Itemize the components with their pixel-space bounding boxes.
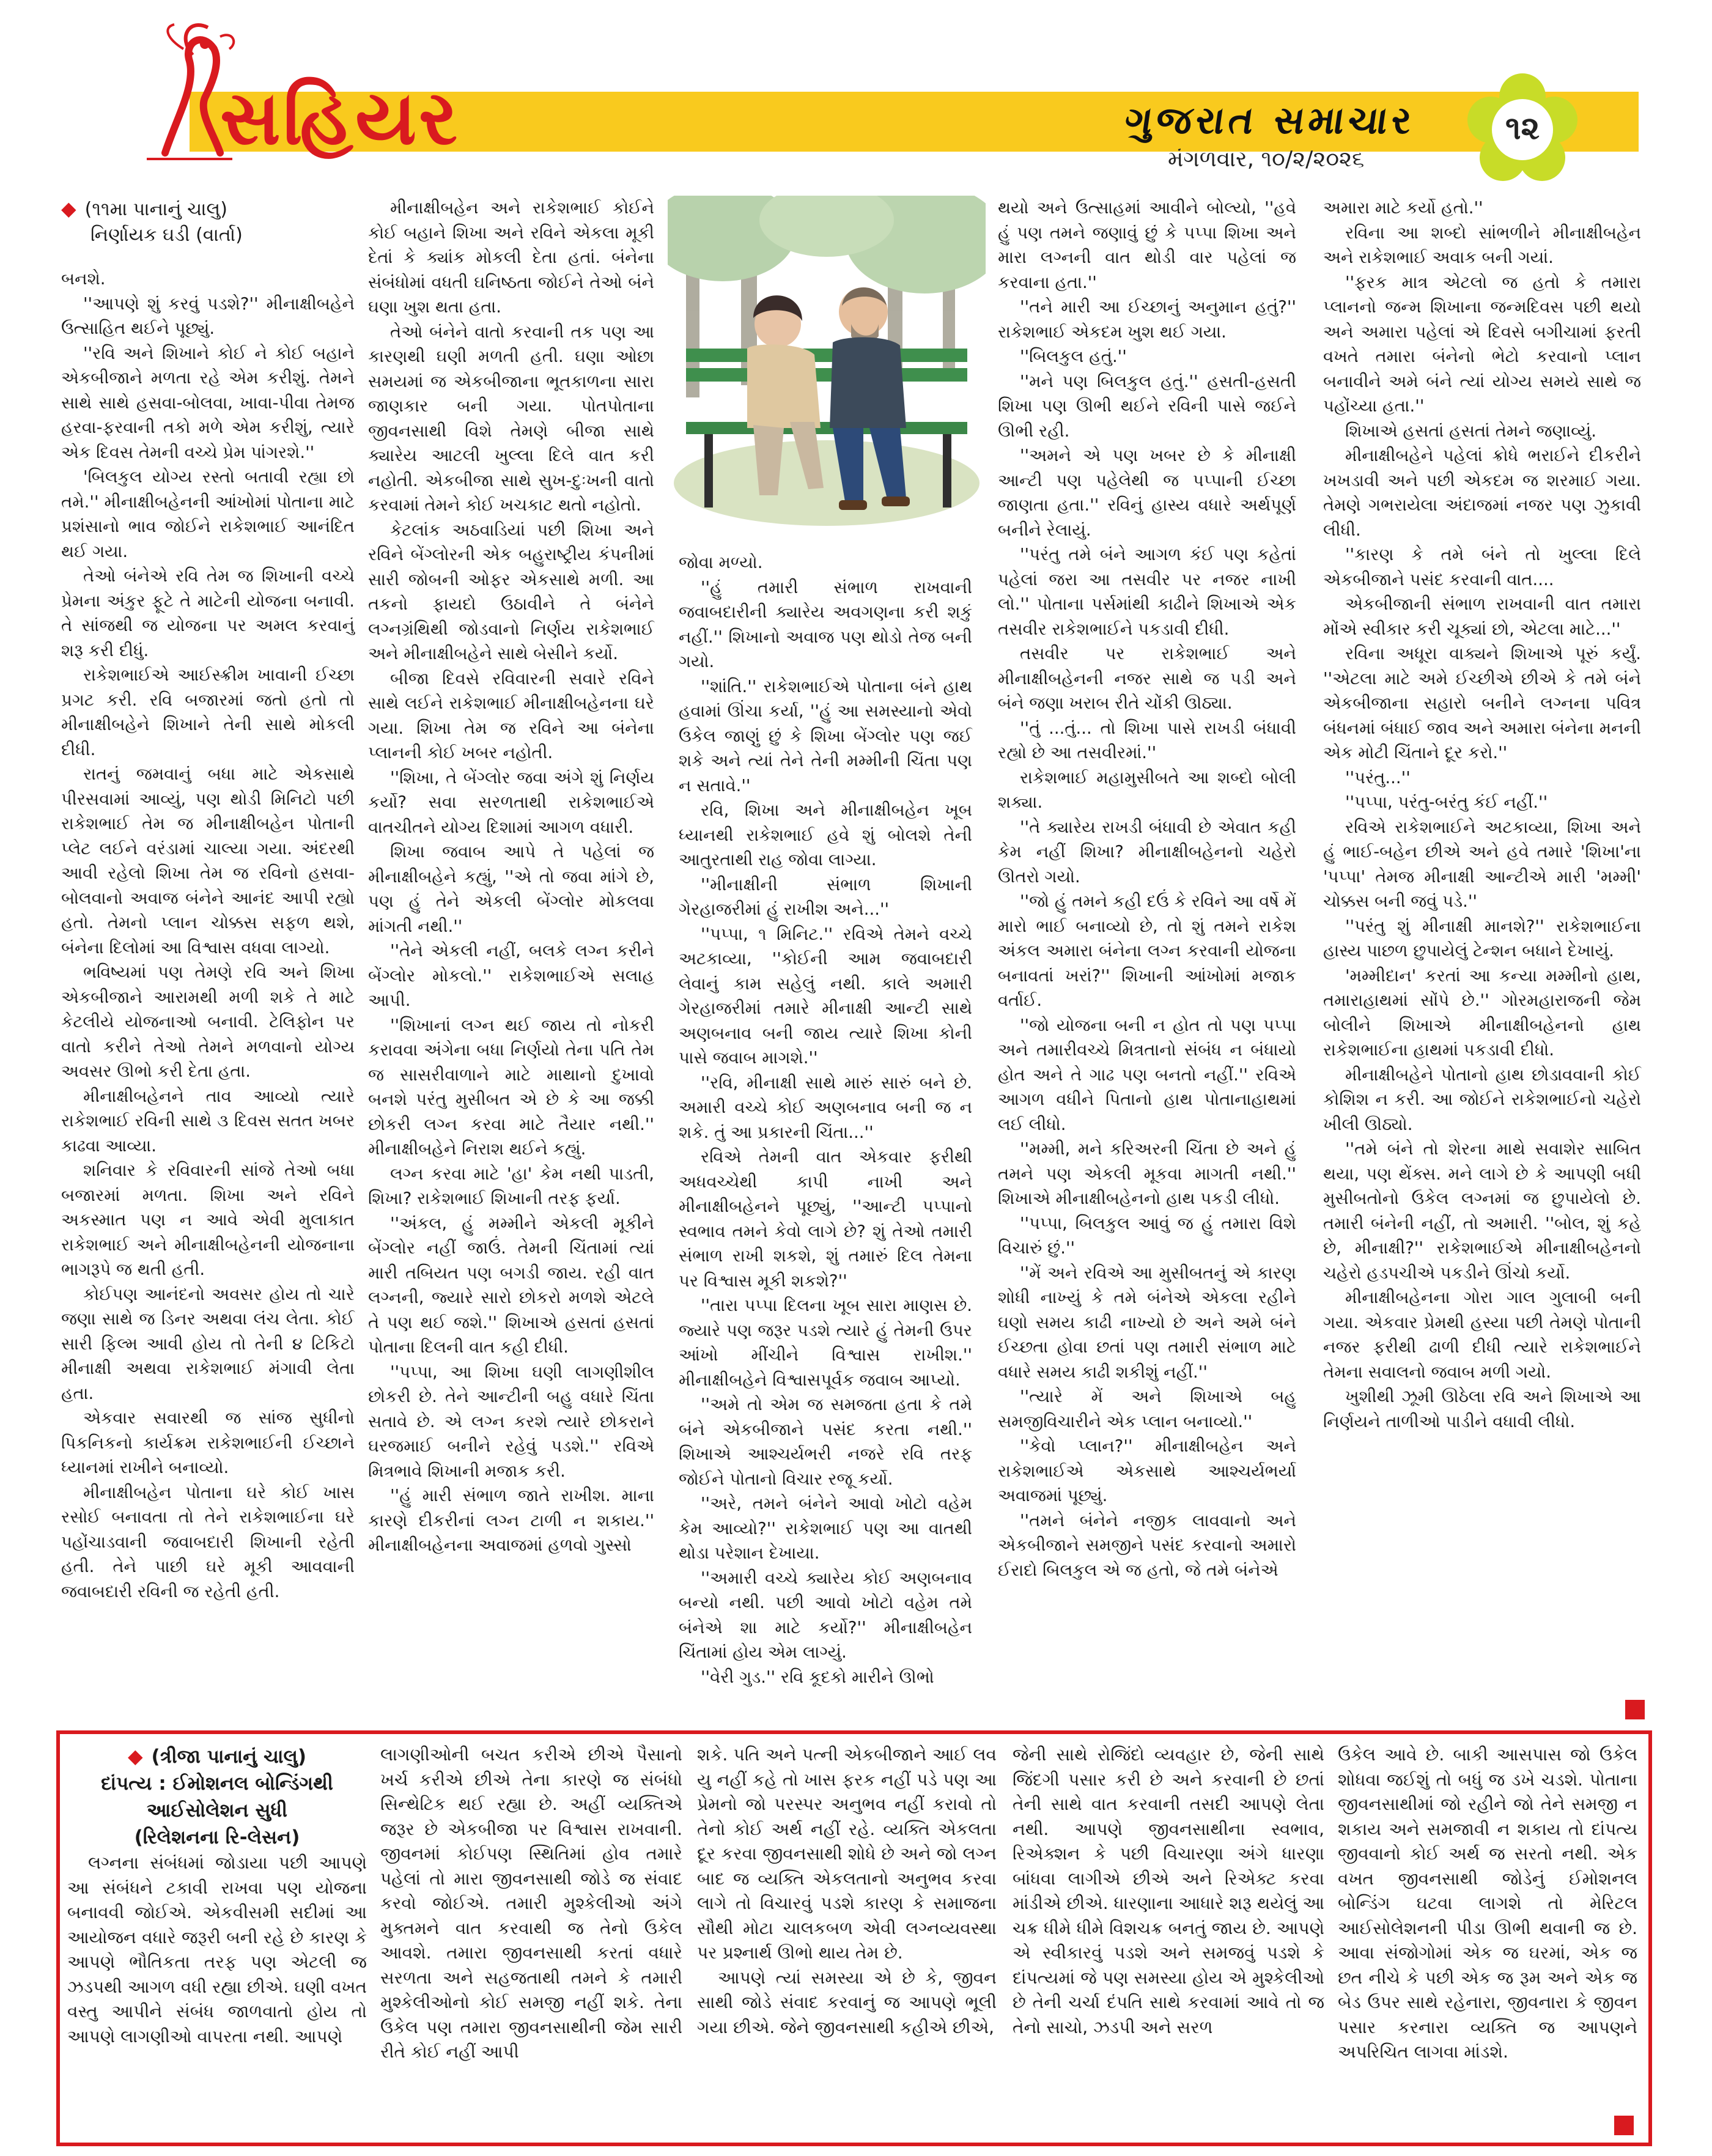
story-column-3 bbox=[679, 550, 972, 1689]
paragraph: ''રવિ અને શિખાને કોઈ ને કોઈ બહાને એકબીજાને મળતા રહે એમ કરીશું. તેમને સાથે સાથે હસવા-બોલવા, ખાવા-પીવા તેમજ હરવા-ફરવાની તકો મળે એમ કરીશું, ત્યારે એક દિવસ તેમની વચ્ચે પ્રેમ પાંગરશે.'' bbox=[61, 343, 355, 462]
box-column-5 bbox=[1338, 1743, 1637, 2065]
paragraph: મીનાક્ષીબહેને પોતાનો હાથ છોડાવવાની કોઈ કોશિશ ન કરી. આ જોઈને રાકેશભાઈનો ચહેરો ખીલી ઊઠ્યો. bbox=[1323, 1065, 1641, 1134]
paragraph: ''રવિ, મીનાક્ષી સાથે મારું સારું બને છે. અમારી વચ્ચે કોઈ અણબનાવ બની જ ન શકે. તું આ પ્રકારની ચિંતા...'' bbox=[679, 1072, 972, 1142]
paragraph: ''તેને એકલી નહીં, બલકે લગ્ન કરીને બેંગ્લોર મોકલો.'' રાકેશભાઈએ સલાહ આપી. bbox=[368, 941, 654, 1010]
paragraph: ''અરે, તમને બંનેને આવો ખોટો વહેમ કેમ આવ્યો?'' રાકેશભાઈ પણ આ વાતથી થોડા પરેશાન દેખાયા. bbox=[679, 1494, 972, 1563]
paragraph: તેઓ બંનેએ રવિ તેમ જ શિખાની વચ્ચે પ્રેમના અંકુર ફૂટે તે માટેની યોજના બનાવી. તે સાંજથી જ યોજના પર અમલ કરવાનું શરૂ કરી દીધું. bbox=[61, 566, 355, 660]
paragraph: ભવિષ્યમાં પણ તેમણે રવિ અને શિખા એકબીજાને આરામથી મળી શકે તે માટે કેટલીયે યોજનાઓ બનાવી. ટેલિફોન પર વાતો કરીને તેઓ તેમને મળવાનો યોગ્ય અવસર ઊભો કરી દેતા હતા. bbox=[61, 962, 355, 1081]
paragraph: ''અમને એ પણ ખબર છે કે મીનાક્ષી આન્ટી પણ પહેલેથી જ પપ્પાની ઈચ્છા જાણતા હતા.'' રવિનું હાસ્ય વધારે અર્થપૂર્ણ બનીને રેલાયું. bbox=[998, 446, 1296, 540]
story-column-5 bbox=[1323, 196, 1641, 1434]
paragraph: મીનાક્ષીબહેનને તાવ આવ્યો ત્યારે રાકેશભાઈ રવિની સાથે ૩ દિવસ સતત ખબર કાઢવા આવ્યા. bbox=[61, 1086, 355, 1156]
paragraph: શિખા જવાબ આપે તે પહેલાં જ મીનાક્ષીબહેને કહ્યું, ''એ તો જવા માંગે છે, પણ હું તેને એકલી બેંગ્લોર મોકલવા માંગતી નથી.'' bbox=[368, 842, 654, 936]
paragraph: ''ફરક માત્ર એટલો જ હતો કે તમારા પ્લાનનો જન્મ શિખાના જન્મદિવસ પછી થયો અને અમારા પહેલાં એ દિવસે બગીચામાં ફરતી વખતે તમારા બંનેનો ભેટો કરવાનો પ્લાન બનાવીને અમે બંને ત્યાં યોગ્ય સમયે સાથે જ પહોંચ્યા હતા.'' bbox=[1323, 272, 1641, 416]
paragraph: ''જો યોજના બની ન હોત તો પણ પપ્પા અને તમારીવચ્ચે મિત્રતાનો સંબંધ ન બંધાયો હોત અને તે ગાઢ પણ બનતો નહીં.'' રવિએ આગળ વધીને પિતાનો હાથ પોતાનાહાથમાં લઈ લીધો. bbox=[998, 1015, 1296, 1134]
diamond-bullet-icon: ◆ bbox=[127, 1744, 143, 1768]
paragraph: જેની સાથે રોજિંદો વ્યવહાર છે, જેની સાથે જિંદગી પસાર કરી છે અને કરવાની છે છતાં તેની સાથે વાત કરવાની તસદી આપણે લેતા નથી. આપણે જીવનસાથીના સ્વભાવ, રિએક્શન કે પછી વિચારણા અંગે ધારણા બાંધવા લાગીએ છીએ અને રિએક્ટ કરવા માંડીએ છીએ. ધારણાના આધારે શરૂ થયેલું આ ચક્ર ધીમે ધીમે વિશચક્ર બનતું જાય છે. આપણે એ સ્વીકારવું પડશે અને સમજવું પડશે કે દાંપત્યમાં જે પણ સમસ્યા હોય એ મુશ્કેલીઓ છે તેની ચર્ચા દંપતિ સાથે કરવામાં આવે તો જ તેનો સાચો, ઝડપી અને સરળ bbox=[1013, 1744, 1324, 2037]
page-number: ૧૨ bbox=[1505, 110, 1540, 147]
box-title-line-1: દાંપત્ય : ઈમોશનલ બોન્ડિંગથી bbox=[101, 1773, 333, 1795]
issue-date: મંગળવાર, ૧૦/૨/૨૦૨૬ bbox=[1168, 147, 1365, 172]
box-column-3 bbox=[697, 1743, 997, 2040]
paragraph: અમારા માટે કર્યો હતો.'' bbox=[1323, 198, 1483, 218]
newspaper-masthead: ગુજરાત સમાચાર bbox=[1121, 98, 1419, 142]
paragraph: ''કારણ કે તમે બંને તો ખુલ્લા દિલે એકબીજાને પસંદ કરવાની વાત.... bbox=[1323, 545, 1641, 589]
paragraph: ''વેરી ગુડ.'' રવિ કૂદકો મારીને ઊભો bbox=[701, 1667, 934, 1687]
paragraph: લગ્નના સંબંધમાં જોડાયા પછી આપણે આ સંબંધને ટકાવી રાખવા પણ યોજના બનાવવી જોઈએ. એકવીસમી સદીમાં આ આયોજન વધારે જરૂરી બની રહે છે કારણ કે આપણે ભૌતિકતા તરફ પણ એટલી જ ઝડપથી આગળ વધી રહ્યા છીએ. ઘણી વખત વસ્તુ આપીને સંબંધ જાળવાતો હોય તો આપણે લાગણીઓ વાપરતા નથી. આપણે bbox=[67, 1853, 367, 2047]
paragraph: 'મમ્મીદાન' કરતાં આ કન્યા મમ્મીનો હાથ, તમારાહાથમાં સોંપે છે.'' ગોરમહારાજની જેમ બોલીને શિખાએ મીનાક્ષીબહેનનો હાથ રાકેશભાઈના હાથમાં પકડાવી દીધો. bbox=[1323, 965, 1641, 1060]
box-continuation-note: (ત્રીજા પાનાનું ચાલુ) bbox=[151, 1746, 307, 1768]
paragraph: ''હું મારી સંભાળ જાતે રાખીશ. માના કારણે દીકરીનાં લગ્ન ટાળી ન શકાય.'' મીનાક્ષીબહેનના અવાજમાં હળવો ગુસ્સો bbox=[368, 1486, 654, 1555]
story-end-mark bbox=[1625, 1700, 1645, 1719]
paragraph: ''શિખાનાં લગ્ન થઈ જાય તો નોકરી કરાવવા અંગેના બધા નિર્ણયો તેના પતિ તેમ જ સાસરીવાળાને માટે માથાનો દુખાવો બનશે પરંતુ મુસીબત એ છે કે આ જક્કી છોકરી લગ્ન કરવા માટે તૈયાર નથી.'' મીનાક્ષીબહેને નિરાશ થઈને કહ્યું. bbox=[368, 1015, 654, 1159]
paragraph: શનિવાર કે રવિવારની સાંજે તેઓ બધા બજારમાં મળતા. શિખા અને રવિને અકસ્માત પણ ન આવે એવી મુલાકાત રાકેશભાઈ અને મીનાક્ષીબહેનની યોજનાના ભાગરૂપે જ થતી હતી. bbox=[61, 1161, 355, 1279]
page-header bbox=[0, 0, 1712, 177]
paragraph: ખુશીથી ઝૂમી ઊઠેલા રવિ અને શિખાએ આ નિર્ણયને તાળીઓ પાડીને વધાવી લીધો. bbox=[1323, 1387, 1641, 1431]
paragraph: ''પરંતુ શું મીનાક્ષી માનશે?'' રાકેશભાઈના હાસ્ય પાછળ છુપાયેલું ટેન્શન બધાને દેખાયું. bbox=[1323, 916, 1641, 961]
paragraph: લાગણીઓની બચત કરીએ છીએ પૈસાનો ખર્ચ કરીએ છીએ તેના કારણે જ સંબંધો સિન્થેટિક થઈ રહ્યા છે. અહીં વ્યક્તિએ જરૂર છે એકબીજા પર વિશ્વાસ રાખવાની. જીવનમાં કોઈપણ સ્થિતિમાં હોવ તમારે પહેલાં તો મારા જીવનસાથી જોડે જ સંવાદ કરવો જોઈએ. તમારી મુશ્કેલીઓ અંગે મુક્તમને વાત કરવાથી જ તેનો ઉકેલ આવશે. તમારા જીવનસાથી કરતાં વધારે સરળતા અને સહજતાથી તમને કે તમારી મુશ્કેલીઓનો કોઈ સમજી નહીં શકે. તેના ઉકેલ પણ તમારા જીવનસાથીની જેમ સારી રીતે કોઈ નહીં આપી bbox=[380, 1744, 682, 2062]
paragraph: તેઓ બંનેને વાતો કરવાની તક પણ આ કારણથી ઘણી મળતી હતી. ઘણા ઓછા સમયમાં જ એકબીજાના ભૂતકાળના સારા જાણકાર બની ગયા. પોતપોતાના જીવનસાથી વિશે તેમણે બીજા સાથે ક્યારેય આટલી ખુલ્લા દિલે વાત કરી નહોતી. એકબીજા સાથે સુખ-દુઃખની વાતો કરવામાં તેમને કોઈ ખચકાટ થતો નહોતો. bbox=[368, 322, 654, 515]
story-column-2 bbox=[368, 196, 654, 1558]
paragraph: રવિ, શિખા અને મીનાક્ષીબહેન ખૂબ ધ્યાનથી રાકેશભાઈ હવે શું બોલશે તેની આતુરતાથી રાહ જોવા લાગ્યા. bbox=[679, 800, 972, 869]
paragraph: ''પપ્પા, પરંતુ-બરંતુ કંઈ નહીં.'' bbox=[1345, 792, 1548, 812]
paragraph: ''પપ્પા, ૧ મિનિટ.'' રવિએ તેમને વચ્ચે અટકાવ્યા, ''કોઈની આમ જવાબદારી લેવાનું કામ સહેલું નથી. કાલે અમારી ગેરહાજરીમાં તમારે મીનાક્ષી આન્ટી સાથે અણબનાવ બની જાય ત્યારે શિખા કોની પાસે જવાબ માગશે.'' bbox=[679, 924, 972, 1068]
box-title-line-2: આઈસોલેશન સુધી bbox=[146, 1800, 288, 1822]
paragraph: શકે. પતિ અને પત્ની એકબીજાને આઈ લવ યુ નહીં કહે તો ખાસ ફરક નહીં પડે પણ આ પ્રેમનો જો પરસ્પર અનુભવ નહીં કરાવો તો તેનો કોઈ અર્થ નહીં રહે. વ્યક્તિ એકલતા દૂર કરવા જીવનસાથી શોધે છે અને જો લગ્ન બાદ જ વ્યક્તિ એકલતાનો અનુભવ કરવા લાગે તો વિચારવું પડશે કારણ કે સમાજના સૌથી મોટા ચાલકબળ એવી લગ્નવ્યવસ્થા પર પ્રશ્નાર્થ ઊભો થાય તેમ છે. bbox=[697, 1744, 997, 1963]
paragraph: ''મમ્મી, મને કરિઅરની ચિંતા છે અને હું તમને પણ એકલી મૂકવા માગતી નથી.'' શિખાએ મીનાક્ષીબહેનનો હાથ પકડી લીધો. bbox=[998, 1139, 1296, 1208]
paragraph: મીનાક્ષીબહેન અને રાકેશભાઈ કોઈને કોઈ બહાને શિખા અને રવિને એકલા મૂકી દેતાં કે ક્યાંક મોકલી દેતા હતાં. બંનેના સંબંધોમાં વધતી ઘનિષ્ઠતા જોઈને તેઓ બંને ઘણા ખુશ થતા હતા. bbox=[368, 198, 654, 317]
paragraph: ''પપ્પા, બિલકુલ આવું જ હું તમારા વિશે વિચારું છું.'' bbox=[998, 1213, 1296, 1258]
paragraph: બીજા દિવસે રવિવારની સવારે રવિને સાથે લઈને રાકેશભાઈ મીનાક્ષીબહેનના ઘરે ગયા. શિખા તેમ જ રવિને આ બંનેના પ્લાનની કોઈ ખબર નહોતી. bbox=[368, 668, 654, 762]
paragraph: શિખાએ હસતાં હસતાં તેમને જણાવ્યું. bbox=[1345, 421, 1597, 441]
paragraph: ''બિલકુલ હતું.'' bbox=[1020, 347, 1127, 366]
paragraph: ''અમે તો એમ જ સમજતા હતા કે તમે બંને એકબીજાને પસંદ કરતા નથી.'' શિખાએ આશ્ચર્યભરી નજરે રવિ તરફ જોઈને પોતાનો વિચાર રજૂ કર્યો. bbox=[679, 1395, 972, 1489]
paragraph: રવિના અધૂરા વાક્યને શિખાએ પૂરું કર્યું. ''એટલા માટે અમે ઈચ્છીએ છીએ કે તમે બંને એકબીજાના સહારો બનીને લગ્નના પવિત્ર બંધનમાં બંધાઈ જાવ અને અમારા બંનેના મનની એક મોટી ચિંતાને દૂર કરો.'' bbox=[1323, 644, 1641, 762]
story-heading bbox=[61, 196, 355, 248]
paragraph: ''તમે બંને તો શેરના માથે સવાશેર સાબિત થયા, પણ થેંક્સ. મને લાગે છે કે આપણી બધી મુસીબતોનો ઉકેલ લગ્નમાં જ છુપાયેલો છે. તમારી બંનેની નહીં, તો અમારી. ''બોલ, શું કહે છે, મીનાક્ષી?'' રાકેશભાઈએ મીનાક્ષીબહેનનો ચહેરો હડપચીએ પકડીને ઊંચો કર્યો. bbox=[1323, 1139, 1641, 1283]
paragraph: 'બિલકુલ યોગ્ય રસ્તો બતાવી રહ્યા છો તમે.'' મીનાક્ષીબહેનની આંખોમાં પોતાના માટે પ્રશંસાનો ભાવ જોઈને રાકેશભાઈ આનંદિત થઈ ગયા. bbox=[61, 467, 355, 561]
paragraph: ઉકેલ આવે છે. બાકી આસપાસ જો ઉકેલ શોધવા જઈશું તો બધું જ ડખે ચડશે. પોતાના જીવનસાથીમાં જો રહીને જો તેને સમજી ન શકાય અને સમજાવી ન શકાય તો દાંપત્ય જીવવાનો કોઈ અર્થ જ સરતો નથી. એક વખત જીવનસાથી જોડેનું ઈમોશનલ બોન્ડિંગ ઘટવા લાગશે તો મેરિટલ આઈસોલેશનની પીડા ઊભી થવાની જ છે. આવા સંજોગોમાં એક જ ઘરમાં, એક જ છત નીચે કે પછી એક જ રૂમ અને એક જ બેડ ઉપર સાથે રહેનારા, જીવનારા કે જીવન પસાર કરનારા વ્યક્તિ જ આપણને અપરિચિત લાગવા માંડશે. bbox=[1338, 1744, 1637, 2062]
box-column-1 bbox=[67, 1743, 367, 2049]
paragraph: મીનાક્ષીબહેને પહેલાં ક્રોધે ભરાઈને દીકરીને ખખડાવી અને પછી એકદમ જ શરમાઈ ગયા. તેમણે ગભરાયેલા અંદાજમાં નજર પણ ઝુકાવી લીધી. bbox=[1323, 446, 1641, 540]
paragraph: ''મીનાક્ષીની સંભાળ શિખાની ગેરહાજરીમાં હું રાખીશ અને...'' bbox=[679, 874, 972, 919]
box-heading bbox=[67, 1743, 367, 1851]
story-title: નિર્ણાયક ઘડી (વાર્તા) bbox=[90, 224, 243, 246]
paragraph: જોવા મળ્યો. bbox=[679, 553, 763, 572]
paragraph: રાકેશભાઈ મહામુસીબતે આ શબ્દો બોલી શક્યા. bbox=[998, 767, 1296, 812]
paragraph: કેટલાંક અઠવાડિયાં પછી શિખા અને રવિને બેંગ્લોરની એક બહુરાષ્ટ્રીય કંપનીમાં સારી જોબની ઓફર એકસાથે મળી. આ તકનો ફાયદો ઉઠાવીને તે બંનેને લગ્નગ્રંથિથી જોડવાનો નિર્ણય રાકેશભાઈ અને મીનાક્ષીબહેને સાથે બેસીને કર્યો. bbox=[368, 520, 654, 663]
paragraph: ''મેં અને રવિએ આ મુસીબતનું એ કારણ શોધી નાખ્યું કે તમે બંનેએ એકલા રહીને ઘણો સમય કાઢી નાખ્યો છે અને અમે બંને ઈચ્છતા હોવા છતાં પણ તમારી સંભાળ માટે વધારે સમય કાઢી શકીશું નહીં.'' bbox=[998, 1263, 1296, 1382]
paragraph: ''આપણે શું કરવું પડશે?'' મીનાક્ષીબહેને ઉત્સાહિત થઈને પૂછ્યું. bbox=[61, 293, 355, 338]
paragraph: રવિએ રાકેશભાઈને અટકાવ્યા, શિખા અને હું ભાઈ-બહેન છીએ અને હવે તમારે 'શિખા'ના 'પપ્પા' તેમજ મીનાક્ષી આન્ટીએ મારી 'મમ્મી' ચોક્કસ બની જવું પડે.'' bbox=[1323, 817, 1641, 911]
paragraph: મીનાક્ષીબહેન પોતાના ઘરે કોઈ ખાસ રસોઈ બનાવતા તો તેને રાકેશભાઈના ઘરે પહોંચાડવાની જવાબદારી શિખાની રહેતી હતી. તેને પાછી ઘરે મૂકી આવવાની જવાબદારી રવિની જ રહેતી હતી. bbox=[61, 1482, 355, 1601]
box-end-mark bbox=[1614, 2116, 1634, 2135]
paragraph: ''પરંતુ તમે બંને આગળ કંઈ પણ કહેતાં પહેલાં જરા આ તસવીર પર નજર નાખી લો.'' પોતાના પર્સમાંથી કાઢીને શિખાએ એક તસવીર રાકેશભાઈને પકડાવી દીધી. bbox=[998, 545, 1296, 639]
couple-on-bench-illustration bbox=[668, 196, 986, 544]
paragraph: ''તું ...તું... તો શિખા પાસે રાખડી બંધાવી રહ્યો છે આ તસવીરમાં.'' bbox=[998, 718, 1296, 762]
paragraph: તસવીર પર રાકેશભાઈ અને મીનાક્ષીબહેનની નજર સાથે જ પડી અને બંને જણા ખરાબ રીતે ચોંકી ઊઠ્યા. bbox=[998, 644, 1296, 713]
paragraph: ''તમને બંનેને નજીક લાવવાનો અને એકબીજાને સમજીને પસંદ કરવાનો અમારો ઈરાદો બિલકુલ એ જ હતો, જે તમે બંનેએ bbox=[998, 1510, 1296, 1580]
paragraph: ''ત્યારે મેં અને શિખાએ બહુ સમજીવિચારીને એક પ્લાન બનાવ્યો.'' bbox=[998, 1387, 1296, 1431]
continuation-note: (૧૧મા પાનાનું ચાલુ) bbox=[84, 199, 227, 220]
paragraph: ''જો હું તમને કહી દઉં કે રવિને આ વર્ષે મેં મારો ભાઈ બનાવ્યો છે, તો શું તમને રાકેશ અંકલ અમારા બંનેના લગ્ન કરવાની યોજના બનાવતાં ખરાં?'' શિખાની આંખોમાં મજાક વર્તાઈ. bbox=[998, 892, 1296, 1010]
paragraph: ''પપ્પા, આ શિખા ઘણી લાગણીશીલ છોકરી છે. તેને આન્ટીની બહુ વધારે ચિંતા સતાવે છે. એ લગ્ન કરશે ત્યારે છોકરાને ઘરજમાઈ બનીને રહેવું પડશે.'' રવિએ મિત્રભાવે શિખાની મજાક કરી. bbox=[368, 1362, 654, 1481]
paragraph: રવિએ તેમની વાત એકવાર ફરીથી અધવચ્ચેથી કાપી નાખી અને મીનાક્ષીબહેનને પૂછ્યું, ''આન્ટી પપ્પાનો સ્વભાવ તમને કેવો લાગે છે? શું તેઓ તમારી સંભાળ રાખી શકશે, શું તમારું દિલ તેમના પર વિશ્વાસ મૂકી શકશે?'' bbox=[679, 1147, 972, 1291]
paragraph: આપણે ત્યાં સમસ્યા એ છે કે, જીવન સાથી જોડે સંવાદ કરવાનું જ આપણે ભૂલી ગયા છીએ. જેને જીવનસાથી કહીએ છીએ, bbox=[697, 1967, 997, 2037]
paragraph: રાતનું જમવાનું બધા માટે એકસાથે પીરસવામાં આવ્યું, પણ થોડી મિનિટો પછી રાકેશભાઈ તેમ જ મીનાક્ષીબહેન પોતાની પ્લેટ લઈને વરંડામાં ચાલ્યા ગયા. અંદરથી આવી રહેલો શિખા તેમ જ રવિનો હસવા-બોલવાનો અવાજ બંનેને આનંદ આપી રહ્યો હતો. તેમનો પ્લાન ચોક્કસ સફળ થશે, બંનેના દિલોમાં આ વિશ્વાસ વધવા લાગ્યો. bbox=[61, 764, 355, 958]
paragraph: એકબીજાની સંભાળ રાખવાની વાત તમારા મોંએ સ્વીકાર કરી ચૂક્યાં છો, એટલા માટે...'' bbox=[1323, 594, 1641, 639]
paragraph: ''તે ક્યારેય રાખડી બંધાવી છે એવાત કહી કેમ નહીં શિખા? મીનાક્ષીબહેનનો ચહેરો ઊતરો ગયો. bbox=[998, 817, 1296, 887]
box-column-2 bbox=[380, 1743, 682, 2065]
box-column-4 bbox=[1013, 1743, 1324, 2040]
paragraph: ''શાંતિ.'' રાકેશભાઈએ પોતાના બંને હાથ હવામાં ઊંચા કર્યા, ''હું આ સમસ્યાનો એવો ઉકેલ જાણું છું કે શિખા બેંગ્લોર પણ જઈ શકે અને ત્યાં તેને તેની મમ્મીની ચિંતા પણ ન સતાવે.'' bbox=[679, 676, 972, 796]
paragraph: બનશે. bbox=[61, 269, 106, 289]
paragraph: એકવાર સવારથી જ સાંજ સુધીનો પિકનિકનો કાર્યક્રમ રાકેશભાઈની ઈચ્છાને ધ્યાનમાં રાખીને બનાવ્યો. bbox=[61, 1408, 355, 1477]
paragraph: ''કેવો પ્લાન?'' મીનાક્ષીબહેન અને રાકેશભાઈએ એકસાથે આશ્ચર્યભર્યા અવાજમાં પૂછ્યું. bbox=[998, 1436, 1296, 1505]
paragraph: ''અમારી વચ્ચે ક્યારેય કોઈ અણબનાવ બન્યો નથી. પછી આવો ખોટો વહેમ તમે બંનેએ શા માટે કર્યો?'' મીનાક્ષીબહેન ચિંતામાં હોય એમ લાગ્યું. bbox=[679, 1568, 972, 1662]
paragraph: લગ્ન કરવા માટે 'હા' કેમ નથી પાડતી, શિખા? રાકેશભાઈ શિખાની તરફ ફર્યા. bbox=[368, 1164, 654, 1208]
paragraph: ''શિખા, તે બેંગ્લોર જવા અંગે શું નિર્ણય કર્યો? સવા સરળતાથી રાકેશભાઈએ વાતચીતને યોગ્ય દિશામાં આગળ વધારી. bbox=[368, 767, 654, 837]
paragraph: ''તને મારી આ ઈચ્છાનું અનુમાન હતું?'' રાકેશભાઈ એકદમ ખુશ થઈ ગયા. bbox=[998, 297, 1296, 342]
paragraph: રાકેશભાઈએ આઈસ્ક્રીમ ખાવાની ઈચ્છા પ્રગટ કરી. રવિ બજારમાં જતો હતો તો મીનાક્ષીબહેને શિખાને તેની સાથે મોકલી દીધી. bbox=[61, 665, 355, 759]
paragraph: ''હું તમારી સંભાળ રાખવાની જવાબદારીની ક્યારેય અવગણના કરી શકું નહીં.'' શિખાનો અવાજ પણ થોડો તેજ બની ગયો. bbox=[679, 577, 972, 671]
paragraph: રવિના આ શબ્દો સાંભળીને મીનાક્ષીબહેન અને રાકેશભાઈ અવાક બની ગયાં. bbox=[1323, 223, 1641, 267]
box-title-line-3: (રિલેશનના રિ-લેસન) bbox=[134, 1826, 300, 1848]
paragraph: ''મને પણ બિલકુલ હતું.'' હસતી-હસતી શિખા પણ ઊભી થઈને રવિની પાસે જઈને ઊભી રહી. bbox=[998, 371, 1296, 441]
paragraph: કોઈપણ આનંદનો અવસર હોય તો ચારે જણા સાથે જ ડિનર અથવા લંચ લેતા. કોઈ સારી ફિલ્મ આવી હોય તો તેની ૪ ટિકિટો મીનાક્ષી અથવા રાકેશભાઈ મંગાવી લેતા હતા. bbox=[61, 1284, 355, 1403]
story-column-1 bbox=[61, 196, 355, 1604]
diamond-bullet-icon: ◆ bbox=[61, 197, 76, 220]
logo-text: સહિયર bbox=[220, 73, 460, 161]
paragraph: ''તારા પપ્પા દિલના ખૂબ સારા માણસ છે. જ્યારે પણ જરૂર પડશે ત્યારે હું તેમની ઉપર આંખો મીંચીને વિશ્વાસ રાખીશ.'' મીનાક્ષીબહેને વિશ્વાસપૂર્વક જવાબ આપ્યો. bbox=[679, 1296, 972, 1390]
paragraph: થયો અને ઉત્સાહમાં આવીને બોલ્યો, ''હવે હું પણ તમને જણાવું છું કે પપ્પા શિખા અને મારા લગ્નની વાત થોડી વાર પહેલાં જ કરવાના હતા.'' bbox=[998, 198, 1296, 292]
story-column-4 bbox=[998, 196, 1296, 1582]
paragraph: ''પરંતુ...'' bbox=[1345, 767, 1411, 788]
paragraph: ''અંકલ, હું મમ્મીને એકલી મૂકીને બેંગ્લોર નહીં જાઉં. તેમની ચિંતામાં ત્યાં મારી તબિયત પણ બગડી જાય. રહી વાત લગ્નની, જ્યારે સારો છોકરો મળશે એટલે તે પણ થઈ જશે.'' શિખાએ હસતાં હસતાં પોતાના દિલની વાત કહી દીધી. bbox=[368, 1213, 654, 1357]
paragraph: મીનાક્ષીબહેનના ગોરા ગાલ ગુલાબી બની ગયા. એકવાર પ્રેમથી હસ્યા પછી તેમણે પોતાની નજર ફરીથી ઢાળી દીધી ત્યારે રાકેશભાઈને તેમના સવાલનો જવાબ મળી ગયો. bbox=[1323, 1288, 1641, 1382]
